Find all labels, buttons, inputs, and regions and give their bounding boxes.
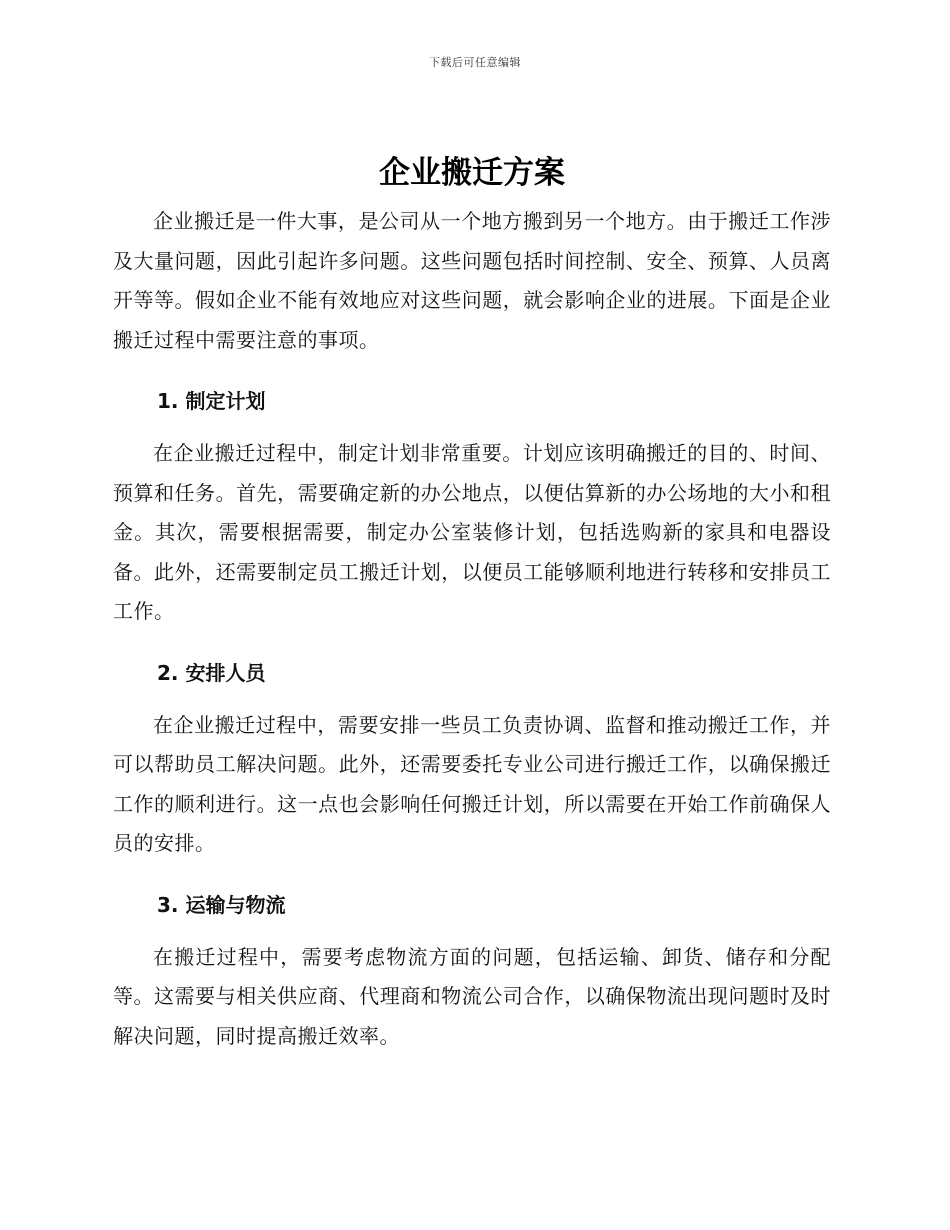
section-make-plan (113, 386, 831, 632)
section-heading: 2. 安排人员 (157, 660, 266, 685)
section-heading: 3. 运输与物流 (157, 892, 286, 917)
document-title: 企业搬迁方案 (379, 155, 565, 191)
page-header-note: 下载后可任意编辑 (429, 56, 521, 69)
section-heading: 1. 制定计划 (157, 389, 266, 413)
document-body (113, 148, 831, 1056)
section-paragraph: 在搬迁过程中，需要考虑物流方面的问题，包括运输、卸货、储存和分配等。这需要与相关供应商、代理商和物流公司合作，以确保物流出现问题时及时解决问题，同时提高搬迁效率。 (113, 944, 831, 1048)
intro-paragraph: 企业搬迁是一件大事，是公司从一个地方搬到另一个地方。由于搬迁工作涉及大量问题，因此引起许多问题。这些问题包括时间控制、安全、预算、人员离开等等。假如企业不能有效地应对这些问题，就会影响企业的进展。下面是企业搬迁过程中需要注意的事项。 (113, 209, 831, 352)
section-transport-logistics (113, 890, 831, 1057)
section-paragraph: 在企业搬迁过程中，制定计划非常重要。计划应该明确搬迁的目的、时间、预算和任务。首先，需要确定新的办公地点，以便估算新的办公场地的大小和租金。其次，需要根据需要，制定办公室装修计划，包括选购新的家具和电器设备。此外，还需要制定员工搬迁计划，以便员工能够顺利地进行转移和安排员工工作。 (113, 441, 831, 623)
section-arrange-staff (113, 658, 831, 864)
section-paragraph: 在企业搬迁过程中，需要安排一些员工负责协调、监督和推动搬迁工作，并可以帮助员工解决问题。此外，还需要委托专业公司进行搬迁工作，以确保搬迁工作的顺利进行。这一点也会影响任何搬迁计划，所以需要在开始工作前确保人员的安排。 (113, 712, 831, 855)
